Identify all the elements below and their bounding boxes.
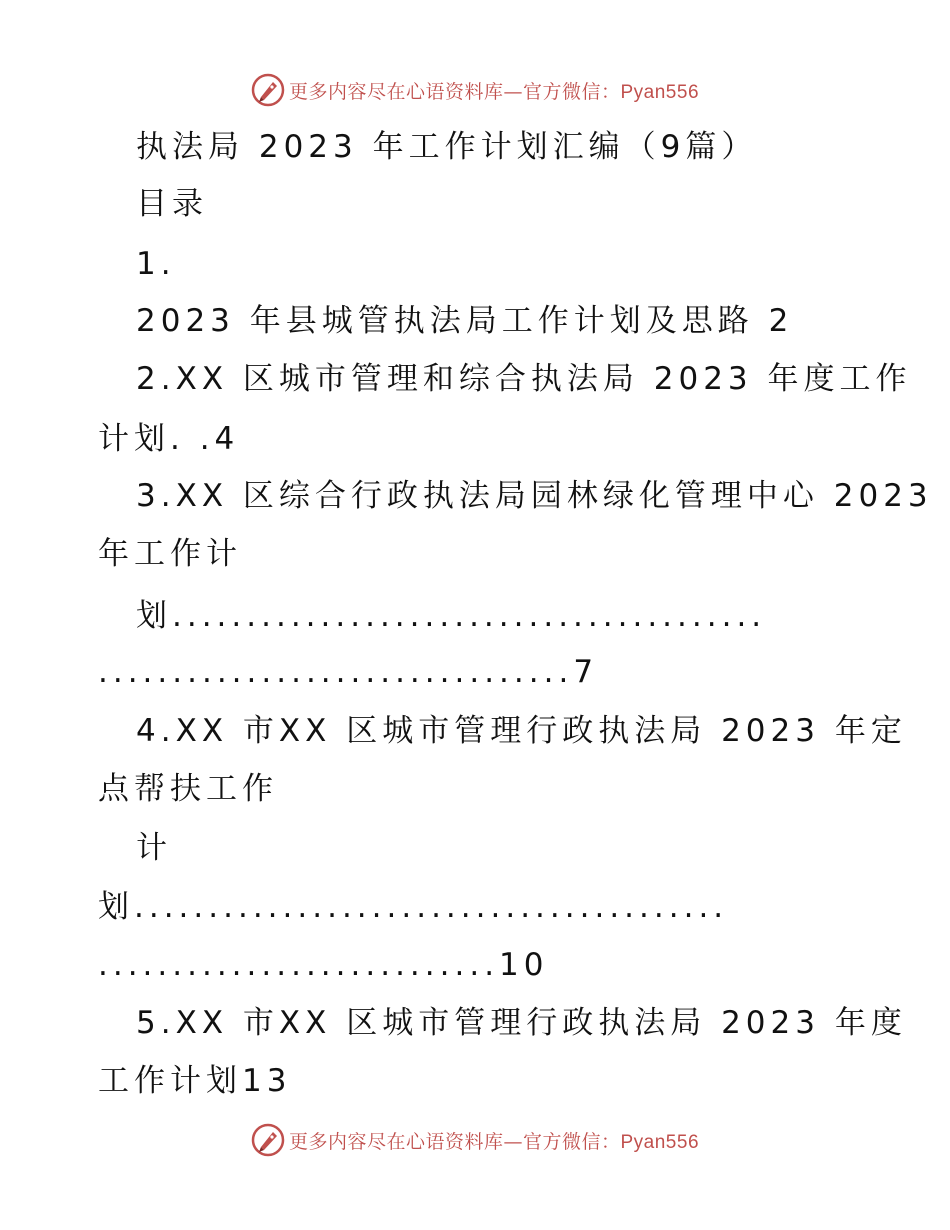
toc-line: 计	[136, 830, 172, 866]
toc-line: 5.XX 市XX 区城市管理行政执法局 2023 年度	[136, 1005, 907, 1041]
toc-line: 2.XX 区城市管理和综合执法局 2023 年度工作	[136, 361, 912, 397]
watermark-slogan: 更多内容尽在心语资料库—官方微信：	[288, 1130, 621, 1153]
toc-line: 1.	[136, 246, 176, 282]
document-title: 执法局 2023 年工作计划汇编（9篇）	[136, 129, 758, 165]
pen-nib-logo-icon	[251, 1123, 285, 1157]
watermark-banner-bottom	[0, 1120, 950, 1160]
watermark-slogan: 更多内容尽在心语资料库—官方微信：	[288, 80, 621, 103]
toc-line: 2023 年县城管执法局工作计划及思路 2	[136, 303, 794, 339]
toc-heading: 目录	[136, 186, 208, 222]
toc-line: 划........................................	[136, 598, 767, 634]
watermark-wechat-id: Pyan556	[620, 81, 700, 103]
toc-line: 划........................................	[98, 889, 729, 925]
toc-line: ................................7	[98, 654, 599, 690]
toc-line: 工作计划13	[98, 1063, 292, 1099]
toc-line: 计划. .4	[98, 421, 240, 457]
toc-line: 3.XX 区综合行政执法局园林绿化管理中心 2023	[136, 478, 933, 514]
toc-line: 点帮扶工作	[98, 771, 278, 807]
toc-line: ...........................10	[98, 947, 549, 983]
watermark-wechat-id: Pyan556	[620, 1131, 700, 1153]
toc-line: 4.XX 市XX 区城市管理行政执法局 2023 年定	[136, 713, 907, 749]
toc-line: 年工作计	[98, 536, 242, 572]
watermark-text	[289, 1127, 699, 1154]
